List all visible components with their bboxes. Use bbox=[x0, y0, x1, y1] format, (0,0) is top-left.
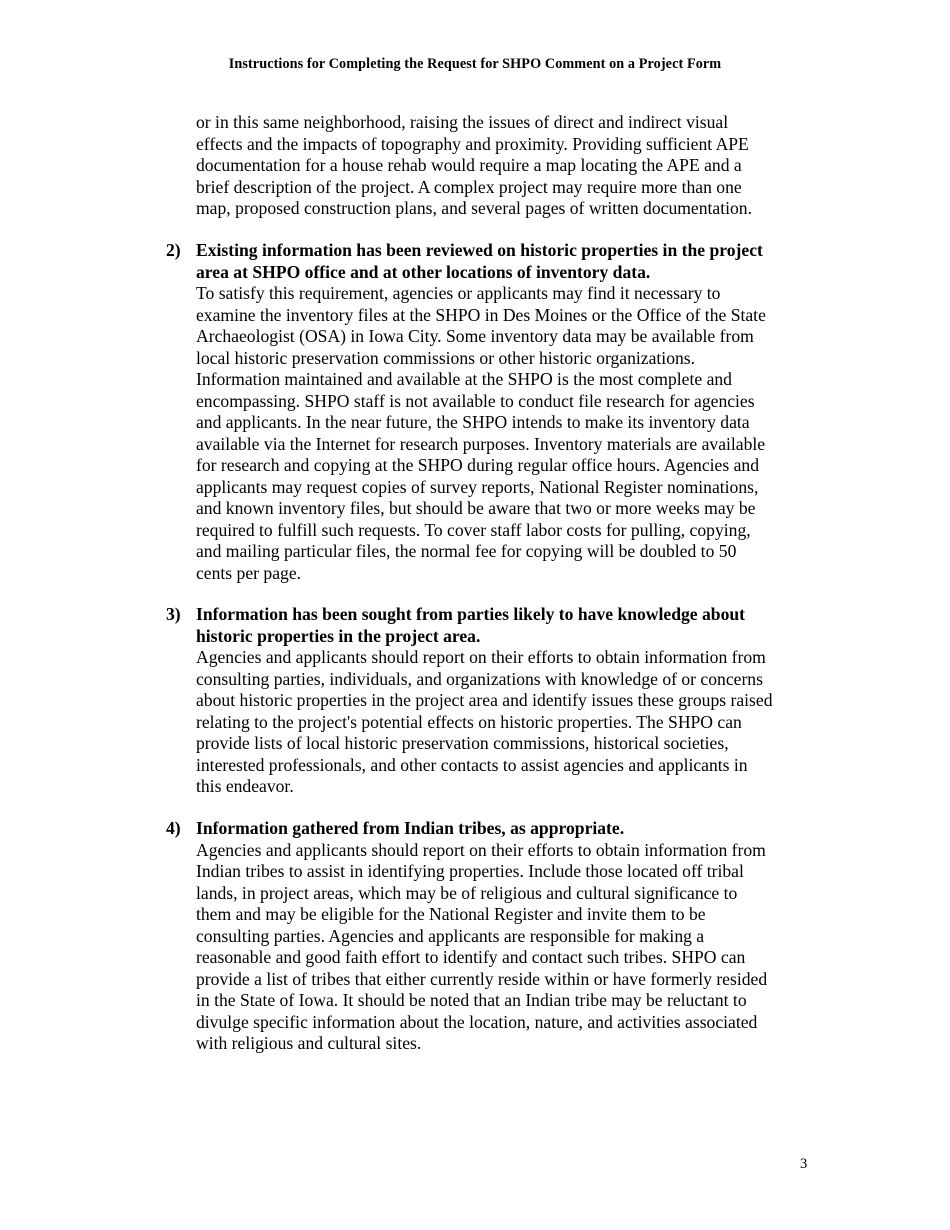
text-line: Agencies and applicants should report on their efforts to obtain information from bbox=[196, 647, 766, 667]
text-line: effects and the impacts of topography and proximity. Providing sufficient APE bbox=[196, 133, 749, 154]
text-line: them and may be eligible for the National Register and invite them to be bbox=[196, 904, 706, 924]
page-number: 3 bbox=[800, 1156, 808, 1172]
text-line: Agencies and applicants should report on their efforts to obtain information from bbox=[196, 839, 766, 860]
text-line: brief description of the project. A complex project may require more than one bbox=[196, 176, 742, 197]
text-line: To satisfy this requirement, agencies or applicants may find it necessary to bbox=[196, 283, 721, 303]
text-line: map, proposed construction plans, and several pages of written documentation. bbox=[196, 198, 753, 218]
heading-line: Information has been sought from parties likely to have knowledge about bbox=[196, 604, 746, 624]
section-body bbox=[196, 647, 846, 798]
text-line: in the State of Iowa. It should be noted that an Indian tribe may be reluctant to bbox=[196, 990, 747, 1010]
text-line: required to fulfill such requests. To cover staff labor costs for pulling, copying, bbox=[196, 519, 751, 540]
heading-line: Information gathered from Indian tribes, as appropriate. bbox=[196, 818, 625, 838]
text-line: consulting parties. Agencies and applicants are responsible for making a bbox=[196, 925, 705, 946]
text-line: and mailing particular files, the normal fee for copying will be doubled to 50 bbox=[196, 541, 737, 561]
page-header: Instructions for Completing the Request for SHPO Comment on a Project Form bbox=[228, 56, 722, 72]
text-line: examine the inventory files at the SHPO in Des Moines or the Office of the State bbox=[196, 304, 766, 325]
section-heading bbox=[196, 240, 846, 283]
text-line: and applicants. In the near future, the SHPO intends to make its inventory data bbox=[196, 412, 750, 432]
section-2 bbox=[166, 240, 846, 584]
text-line: for research and copying at the SHPO during regular office hours. Agencies and bbox=[196, 455, 759, 475]
section-heading bbox=[196, 818, 846, 840]
section-number: 4) bbox=[166, 818, 181, 838]
text-line: lands, in project areas, which may be of religious and cultural significance to bbox=[196, 882, 738, 903]
text-line: and known inventory files, but should be aware that two or more weeks may be bbox=[196, 498, 756, 518]
heading-line: Existing information has been reviewed on historic properties in the project bbox=[196, 240, 763, 260]
text-line: or in this same neighborhood, raising the issues of direct and indirect visual bbox=[196, 112, 729, 132]
text-line: relating to the project's potential effects on historic properties. The SHPO can bbox=[196, 711, 742, 732]
text-line: provide lists of local historic preservation commissions, historical societies, bbox=[196, 733, 729, 753]
section-body bbox=[196, 840, 846, 1055]
text-line: Information maintained and available at the SHPO is the most complete and bbox=[196, 369, 732, 389]
text-line: with religious and cultural sites. bbox=[196, 1033, 422, 1053]
text-line: divulge specific information about the location, nature, and activities associated bbox=[196, 1011, 758, 1032]
heading-line: historic properties in the project area. bbox=[196, 625, 481, 646]
heading-line: area at SHPO office and at other locations of inventory data. bbox=[196, 261, 651, 282]
text-line: cents per page. bbox=[196, 562, 302, 583]
text-line: encompassing. SHPO staff is not available to conduct file research for agencies bbox=[196, 390, 755, 411]
intro-paragraph bbox=[196, 112, 836, 220]
text-line: this endeavor. bbox=[196, 776, 294, 796]
section-4 bbox=[166, 818, 846, 1055]
text-line: documentation for a house rehab would require a map locating the APE and a bbox=[196, 155, 742, 175]
text-line: applicants may request copies of survey reports, National Register nominations, bbox=[196, 476, 759, 497]
text-line: available via the Internet for research purposes. Inventory materials are available bbox=[196, 433, 766, 454]
text-line: Indian tribes to assist in identifying properties. Include those located off tribal bbox=[196, 861, 744, 881]
section-heading bbox=[196, 604, 846, 647]
text-line: about historic properties in the project area and identify issues these groups raised bbox=[196, 690, 773, 710]
text-line: consulting parties, individuals, and organizations with knowledge of or concerns bbox=[196, 668, 763, 689]
text-line: provide a list of tribes that either currently reside within or have formerly resided bbox=[196, 968, 768, 989]
text-line: Archaeologist (OSA) in Iowa City. Some inventory data may be available from bbox=[196, 326, 754, 346]
section-number: 2) bbox=[166, 240, 181, 260]
text-line: local historic preservation commissions or other historic organizations. bbox=[196, 347, 696, 368]
text-line: interested professionals, and other contacts to assist agencies and applicants in bbox=[196, 754, 748, 775]
section-body bbox=[196, 283, 846, 584]
section-number: 3) bbox=[166, 604, 181, 624]
section-3 bbox=[166, 604, 846, 798]
text-line: reasonable and good faith effort to identify and contact such tribes. SHPO can bbox=[196, 947, 746, 967]
